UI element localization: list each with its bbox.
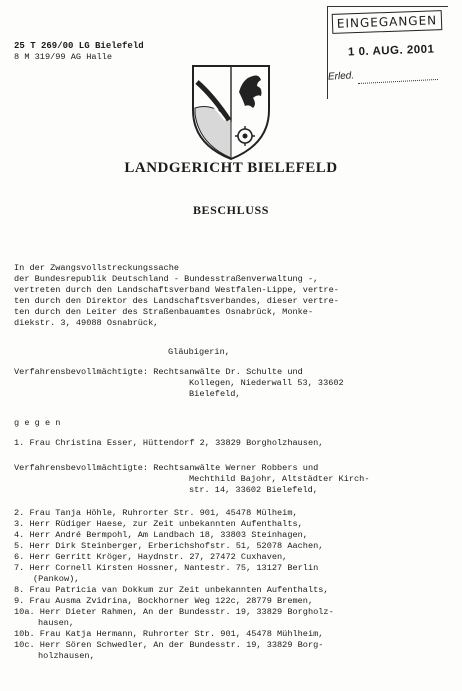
defendant-line: 10a. Herr Dieter Rahmen, An der Bundesstr. 19, 33829 Borgholz- (14, 607, 334, 617)
defendant-line: 8. Frau Patricia van Dokkum zur Zeit unbekannten Aufenthalts, (14, 585, 329, 595)
creditor-label: Gläubigerin, (168, 347, 230, 357)
body-line: In der Zwangsvollstreckungssache (14, 263, 180, 273)
decision-title: BESCHLUSS (192, 203, 270, 217)
court-name: LANDGERICHT BIELEFELD (124, 160, 338, 176)
gegen-label: g e g e n (14, 418, 61, 428)
defendant-line: 7. Herr Cornell Kirsten Hossner, Nantestr. 75, 13127 Berlin (14, 563, 319, 573)
defendant-line: holzhausen, (38, 651, 95, 661)
body-line: ten durch den Direktor des Landschaftsverbandes, dieser vertre- (14, 296, 339, 306)
case-number: 25 T 269/00 LG Bielefeld (14, 41, 144, 51)
body-line: Bielefeld, (189, 389, 241, 399)
defendant-line: 5. Herr Dirk Steinberger, Erberichshofstr. 51, 52078 Aachen, (14, 541, 324, 551)
defendant-line: 4. Herr André Bermpohl, Am Landbach 18, 33803 Steinhagen, (14, 530, 308, 540)
body-line: vertreten durch den Landschaftsverband Westfalen-Lippe, vertre- (14, 285, 339, 295)
body-line: Mechthild Bajohr, Altstädter Kirch- (189, 474, 370, 484)
defendant-line: (Pankow), (33, 574, 80, 584)
body-line: Verfahrensbevollmächtigte: Rechtsanwälte Dr. Schulte und (14, 367, 303, 377)
defendant-line: hausen, (38, 618, 75, 628)
body-line: ten durch den Leiter des Straßenbauamtes Osnabrück, Monke- (14, 307, 314, 317)
stamp-title: EINGEGANGEN (332, 10, 443, 34)
body-line: Kollegen, Niederwall 53, 33602 (189, 378, 344, 388)
court-reference: 8 M 319/99 AG Halle (14, 52, 112, 62)
body-line: der Bundesrepublik Deutschland - Bundesstraßenverwaltung -, (14, 274, 319, 284)
defendant-line: 2. Frau Tanja Höhle, Ruhrorter Str. 901, 45478 Mülheim, (14, 508, 298, 518)
stamp-dotted-line (358, 79, 438, 84)
body-line: str. 14, 33602 Bielefeld, (189, 485, 318, 495)
defendant-line: 3. Herr Rüdiger Haese, zur Zeit unbekannten Aufenthalts, (14, 519, 303, 529)
received-stamp (327, 6, 448, 99)
defendant-line: 1. Frau Christina Esser, Hüttendorf 2, 33829 Borgholzhausen, (14, 438, 324, 448)
defendant-line: 6. Herr Gerritt Kröger, Haydnstr. 27, 27472 Cuxhaven, (14, 552, 288, 562)
coat-of-arms-icon (187, 62, 275, 162)
stamp-date: 1 0. AUG. 2001 (347, 43, 435, 59)
defendant-line: 10c. Herr Sören Schwedler, An der Bundesstr. 19, 33829 Borg- (14, 640, 324, 650)
body-line: Verfahrensbevollmächtigte: Rechtsanwälte Werner Robbers und (14, 463, 319, 473)
body-line: diekstr. 3, 49088 Osnabrück, (14, 318, 159, 328)
stamp-erled-label: Erled. (327, 70, 355, 83)
defendant-line: 9. Frau Ausma Zvidrina, Bockhorner Weg 122c, 28779 Bremen, (14, 596, 314, 606)
defendant-line: 10b. Frau Katja Hermann, Ruhrorter Str. 901, 45478 Mühlheim, (14, 629, 324, 639)
